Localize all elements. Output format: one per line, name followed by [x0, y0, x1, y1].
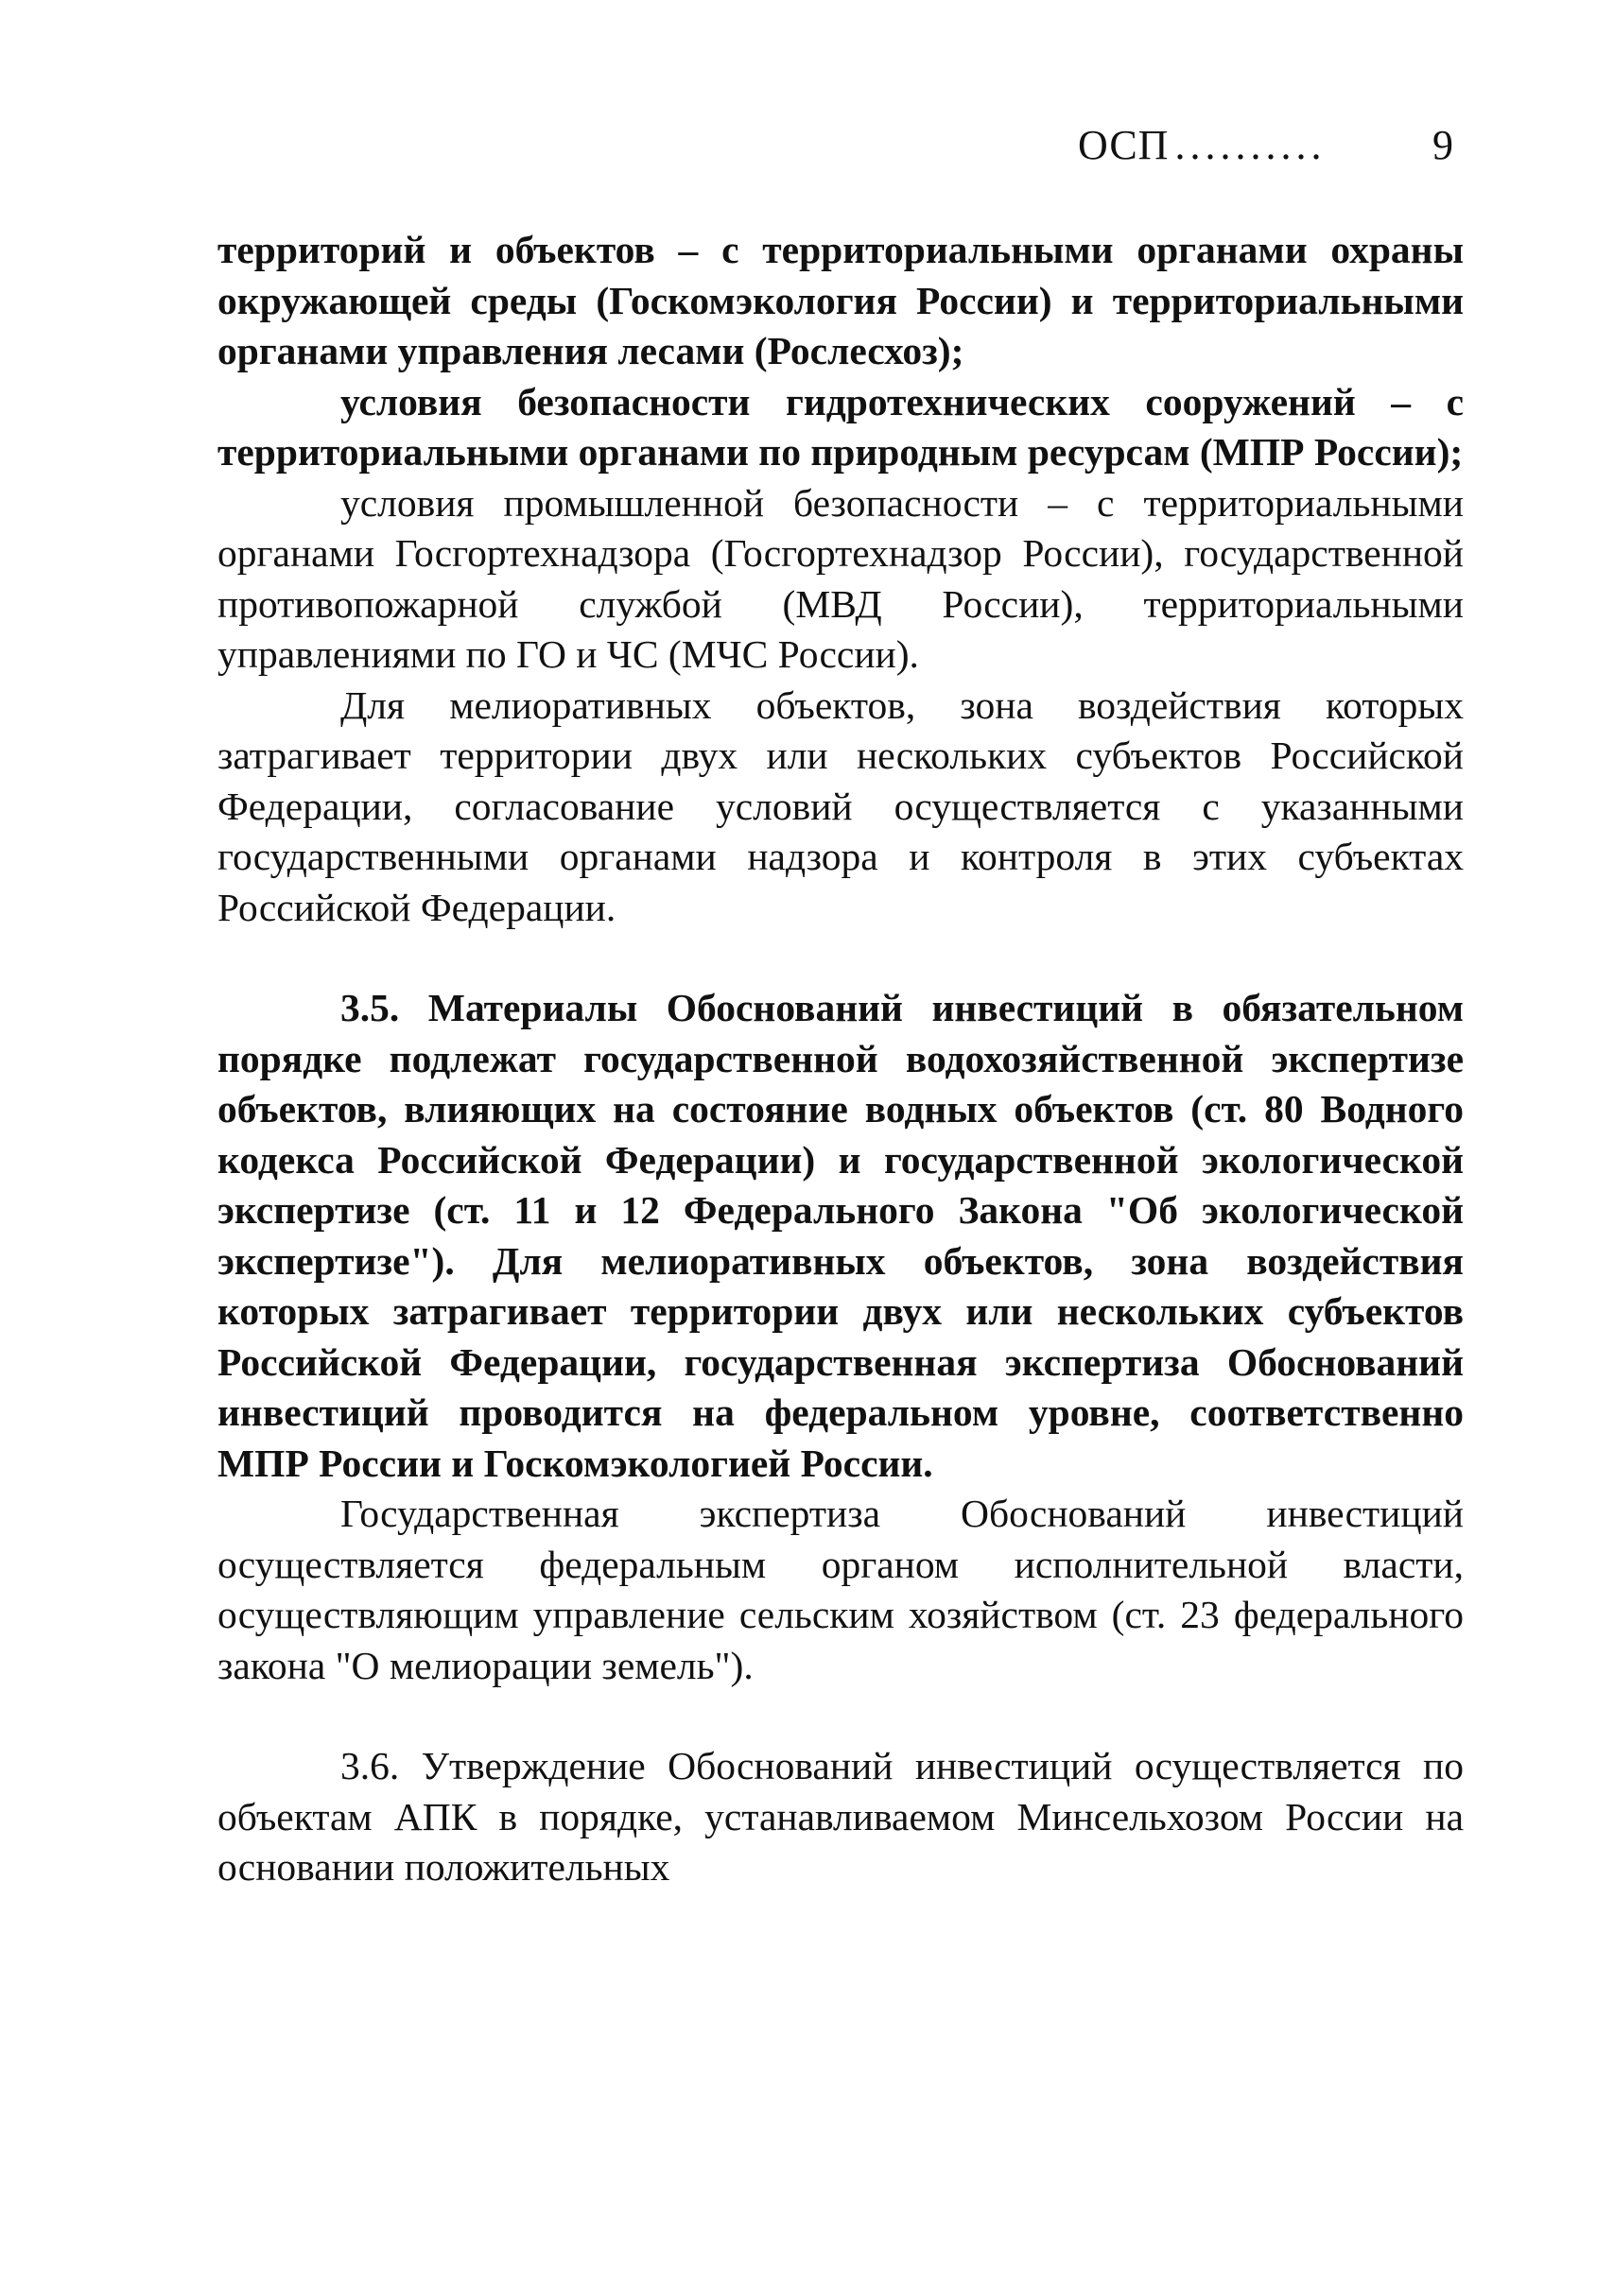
document-code: ОСП — [1078, 122, 1170, 168]
document-body — [217, 225, 1464, 1893]
section-3-6: 3.6. Утверждение Обоснований инвестиций осуществляется по объектам АПК в порядке, устанавливаемом Минсельхозом России на основании положительных — [217, 1744, 1464, 1889]
paragraph-industrial-safety: условия промышленной безопасности – с территориальными органами Госгортехнадзора (Госгортехнадзор России), государственной противопожарной службой (МВД России), территориальными управлениями по ГО и ЧС (МЧС России). — [217, 480, 1464, 676]
paragraph-reclamation-objects: Для мелиоративных объектов, зона воздействия которых затрагивает территории двух или нескольких субъектов Российской Федерации, согласование условий осуществляется с указанными государственными органами надзора и контроля в этих субъектах Российской Федерации. — [217, 682, 1464, 929]
paragraph-hydrotechnical-safety: условия безопасности гидротехнических сооружений – с территориальными органами по природным ресурсам (МПР России); — [217, 379, 1464, 474]
paragraph-state-expertise: Государственная экспертиза Обоснований инвестиций осуществляется федеральным органом исполнительной власти, осуществляющим управление сельским хозяйством (ст. 23 федерального закона "О мелиорации земель"). — [217, 1492, 1464, 1687]
paragraph-gap — [217, 933, 1464, 983]
paragraph-continuation: территорий и объектов – с территориальными органами охраны окружающей среды (Госкомэкология России) и территориальными органами управления лесами (Рослесхоз); — [217, 228, 1464, 372]
header-dots: .......... — [1174, 122, 1327, 168]
paragraph-gap — [217, 1691, 1464, 1741]
page-number: 9 — [1432, 122, 1454, 168]
running-header — [1078, 121, 1456, 169]
section-3-5: 3.5. Материалы Обоснований инвестиций в обязательном порядке подлежат государственной водохозяйственной экспертизе объектов, влияющих на состояние водных объектов (ст. 80 Водного кодекса Российской Федерации) и государственной экологической экспертизе (ст. 11 и 12 Федерального Закона "Об экологической экспертизе"). Для мелиоративных объектов, зона воздействия которых затрагивает территории двух или нескольких субъектов Российской Федерации, государственная экспертиза Обоснований инвестиций проводится на федеральном уровне, соответственно МПР России и Госкомэкологией России. — [217, 986, 1464, 1485]
